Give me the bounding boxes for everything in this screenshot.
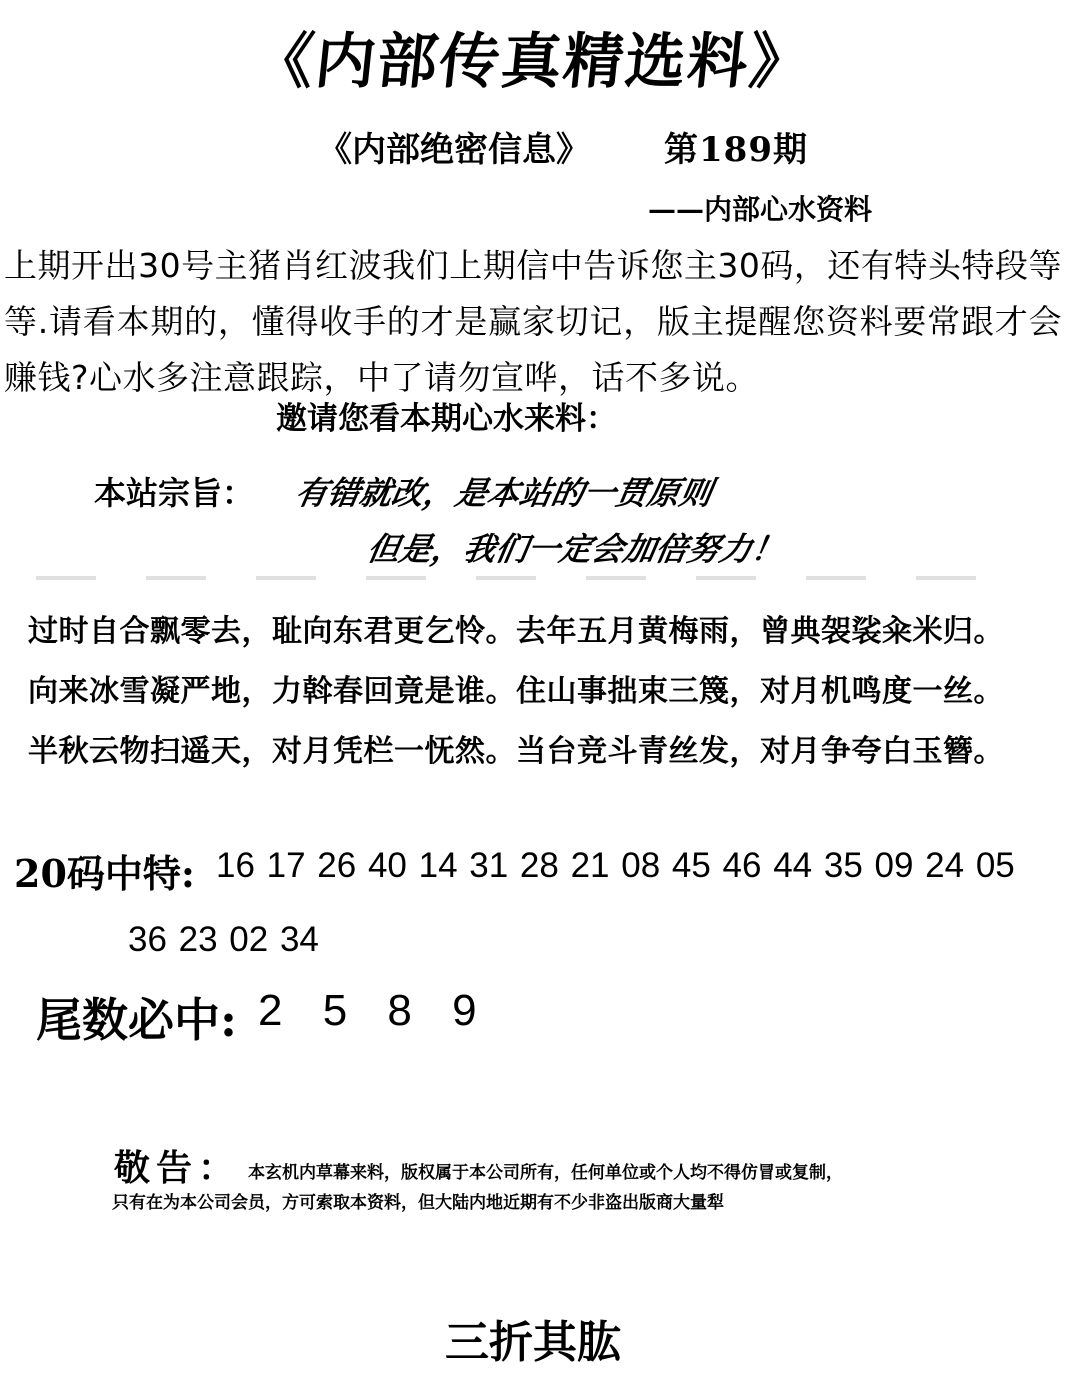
intro-paragraph: 上期开出30号主猪肖红波我们上期信中告诉您主30码，还有特头特段等等.请看本期的，懂得收手的才是赢家切记，版主提醒您资料要常跟才会赚钱?心水多注意跟踪，中了请勿宣哗，话不多说。 (4, 246, 1062, 397)
poem-line-2: 向来冰雪凝严地，力斡春回竟是谁。住山事拙束三篾，对月机鸣度一丝。 (28, 674, 1004, 709)
poem-line-3: 半秋云物扫遥天，对月凭栏一怃然。当台竞斗青丝发，对月争夸白玉簪。 (28, 734, 1004, 769)
subtitle: 《内部绝密信息》 (318, 130, 590, 170)
motto-label: 本站宗旨： (94, 474, 255, 512)
tail-values: 2 5 8 9 (258, 986, 477, 1035)
codes-label: 20码中特: (14, 851, 195, 896)
codes-line-1: 16 17 26 40 14 31 28 21 08 45 46 44 35 09 24 05 (216, 846, 1015, 885)
page-title: 《内部传真精选料》 (249, 27, 816, 97)
notice-line-2: 只有在为本公司会员，方可索取本资料，但大陆内地近期有不少非盗出版商大量犁 (112, 1193, 724, 1213)
footer-text: 三折其肱 (445, 1317, 621, 1368)
notice-label: 敬告： (114, 1147, 241, 1189)
motto-line-2: 但是，我们一定会加倍努力！ (364, 530, 788, 568)
codes-line-2: 36 23 02 34 (128, 920, 319, 959)
invite-text: 邀请您看本期心水来料： (276, 401, 617, 437)
tail-label: 尾数必中: (36, 993, 237, 1047)
notice-line-1: 本玄机内草幕来料，版权属于本公司所有，任何单位或个人均不得仿冒或复制， (248, 1163, 843, 1183)
motto-line-1: 有错就改，是本站的一贯原则 (292, 474, 716, 512)
poem-line-1: 过时自合飘零去，耻向东君更乞怜。去年五月黄梅雨，曾典袈裟籴米归。 (28, 614, 1004, 649)
issue-number: 第189期 (664, 130, 808, 170)
divider (36, 576, 1026, 580)
source-label: ——内部心水资料 (648, 193, 873, 226)
